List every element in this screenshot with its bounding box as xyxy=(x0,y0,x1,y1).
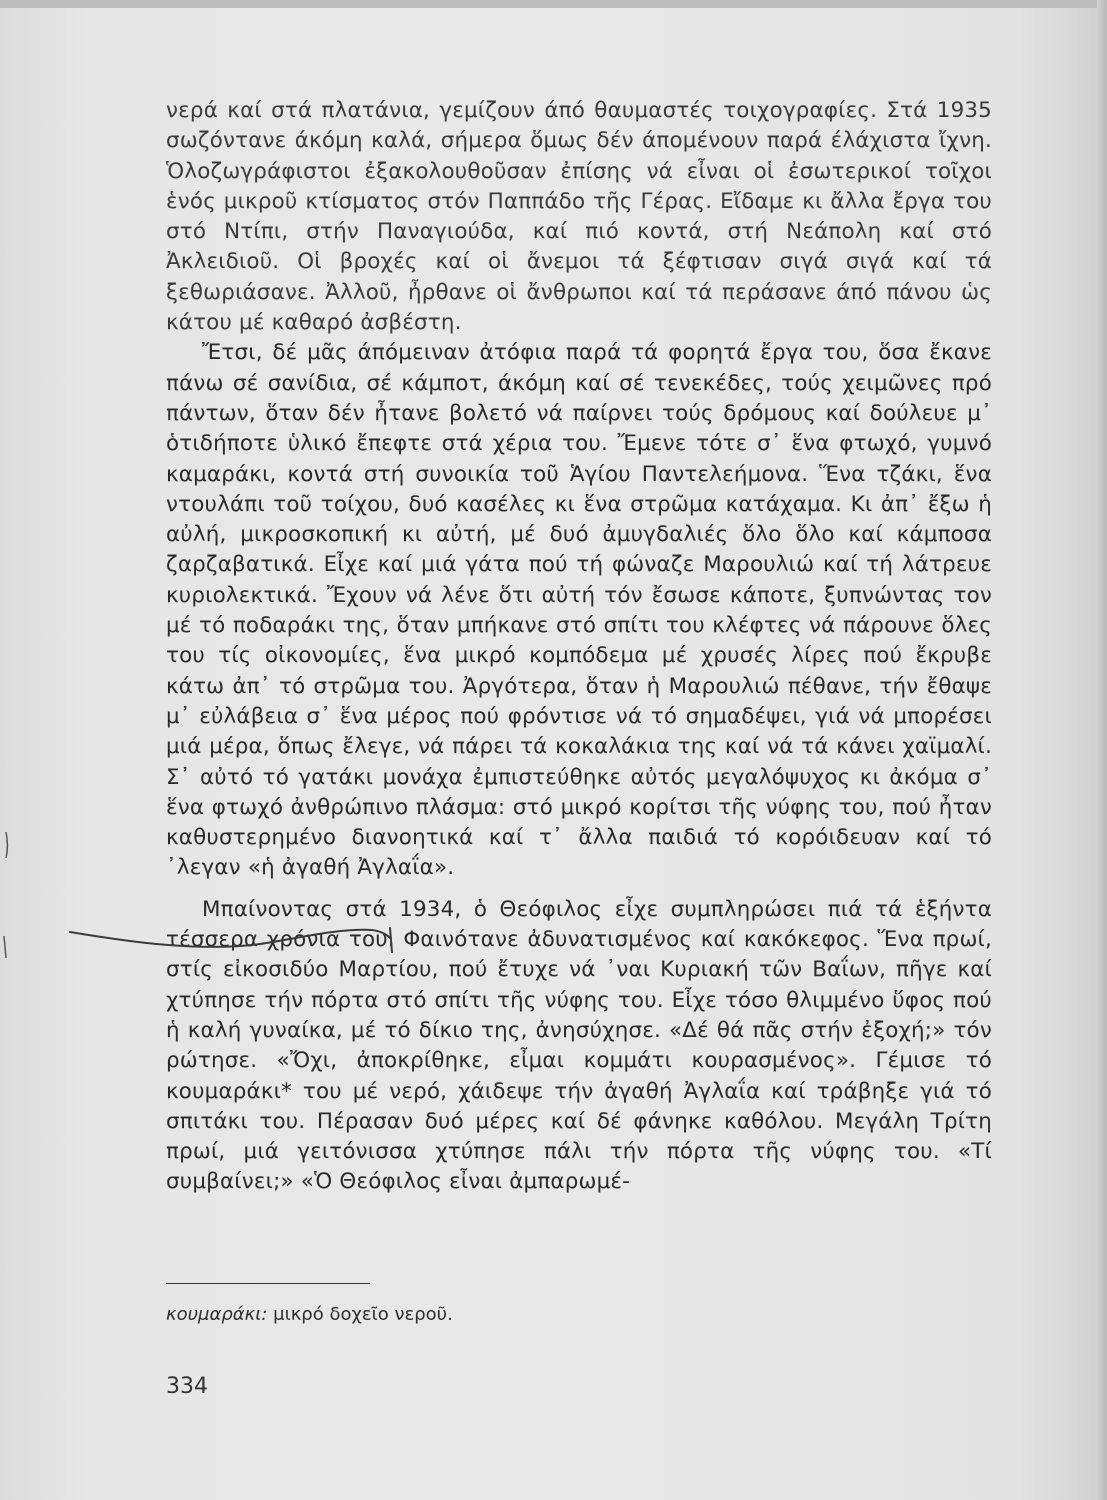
footnote-term: κουμαράκι: xyxy=(166,1304,268,1325)
paragraph-2: Ἔτσι, δέ μᾶς άπόμειναν ἀτόφια παρά τά φορητά ἔργα του, ὅσα ἔκανε πάνω σέ σανίδια, σέ κάμποτ, άκόμη καί σέ τενεκέδες, τούς χειμῶνες πρό πάντων, ὅταν δέν ἦτανε βολετό νά παίρνει τούς δρόμους καί δούλευε μ᾽ ὁτιδήποτε ὑλικό ἔπεφτε στά χέρια του. Ἔμενε τότε σ᾽ ἕνα φτωχό, γυμνό καμαράκι, κοντά στή συνοικία τοῦ Ἁγίου Παντελεήμονα. Ἕνα τζάκι, ἕνα ντουλάπι τοῦ τοίχου, δυό κασέλες κι ἕνα στρῶμα κατάχαμα. Κι ἀπ᾽ ἔξω ἡ αὐλή, μικροσκοπική κι αὐτή, μέ δυό ἀμυγδαλιές ὅλο ὅλο καί κάμποσα ζαρζαβατικά. Εἶχε καί μιά γάτα πού τή φώναζε Μαρουλιώ καί τή λάτρευε κυριολεκτικά. Ἔχουν νά λένε ὅτι αὐτή τόν ἔσωσε κάποτε, ξυπνώντας τον μέ τό ποδαράκι της, ὅταν μπήκανε στό σπίτι του κλέφτες νά πάρουνε ὅλες του τίς οἰκονομίες, ἕνα μικρό κομπόδεμα μέ χρυσές λίρες πού ἔκρυβε κάτω ἀπ᾽ τό στρῶμα του. Ἀργότερα, ὅταν ἡ Μαρουλιώ πέθανε, τήν ἔθαψε μ᾽ εὐλάβεια σ᾽ ἕνα μέρος πού φρόντισε νά τό σημαδέψει, γιά νά μπορέσει μιά μέρα, ὅπως ἔλεγε, νά πάρει τά κοκαλάκια της καί νά τά κάνει χαϊμαλί. Σ᾽ αὐτό τό γατάκι μονάχα ἐμπιστεύθηκε αὐτός μεγαλόψυχος κι ἀκόμα σ᾽ ἕνα φτωχό ἀνθρώπινο πλάσμα: στό μικρό κορίτσι τῆς νύφης του, πού ἦταν καθυστερημένο διανοητικά καί τ᾽ ἄλλα παιδιά τό κορόιδευαν καί τό ᾽λεγαν «ἡ ἀγαθή Ἀγλαΐα». xyxy=(166,340,992,881)
page-top-edge xyxy=(0,0,1107,8)
footnote xyxy=(166,1304,453,1325)
page-number: 334 xyxy=(166,1374,208,1399)
footnote-divider xyxy=(166,1283,370,1284)
paragraph-1: νερά καί στά πλατάνια, γεμίζουν άπό θαυμαστές τοιχογραφίες. Στά 1935 σωζόντανε άκόμη καλά, σήμερα ὅμως δέν άπομένουν παρά έλάχιστα ἴχνη. Ὁλοζωγράφιστοι ἐξακολουθοῦσαν ἐπίσης νά εἶναι οἱ ἐσωτερικοί τοῖχοι ἑνός μικροῦ κτίσματος στόν Παππάδο τῆς Γέρας. Εἴδαμε κι ἄλλα ἔργα του στό Ντίπι, στήν Παναγιούδα, καί πιό κοντά, στή Νεάπολη καί στό Ἀκλειδιοῦ. Οἱ βροχές καί οἱ ἄνεμοι τά ξέφτισαν σιγά σιγά καί τά ξεθωριάσανε. Ἀλλοῦ, ἦρθανε οἱ ἄνθρωποι καί τά περάσανε άπό πάνου ὡς κάτου μέ καθαρό ἀσβέστη. xyxy=(166,98,992,336)
page-right-edge xyxy=(1097,0,1107,1500)
body-text xyxy=(166,96,992,1198)
paragraph-3: Μπαίνοντας στά 1934, ὁ Θεόφιλος εἶχε συμπληρώσει πιά τά ἑξήντα τέσσερα χρόνια του. Φαινότανε ἀδυνατισμένος καί κακόκεφος. Ἕνα πρωί, στίς εἰκοσιδύο Μαρτίου, πού ἔτυχε νά ᾽ναι Κυριακή τῶν Βαΐων, πῆγε καί χτύπησε τήν πόρτα στό σπίτι τῆς νύφης του. Εἶχε τόσο θλιμμένο ὕφος πού ἡ καλή γυναίκα, μέ τό δίκιο της, ἀνησύχησε. «Δέ θά πᾶς στήν ἐξοχή;» τόν ρώτησε. «Ὄχι, ἀποκρίθηκε, εἶμαι κομμάτι κουρασμένος». Γέμισε τό κουμαράκι* του μέ νερό, χάιδεψε τήν ἀγαθή Ἀγλαΐα καί τράβηξε γιά τό σπιτάκι του. Πέρασαν δυό μέρες καί δέ φάνηκε καθόλου. Μεγάλη Τρίτη πρωί, μιά γειτόνισσα χτύπησε πάλι τήν πόρτα τῆς νύφης του. «Τί συμβαίνει;» «Ὁ Θεόφιλος εἶναι ἀμπαρωμέ- xyxy=(166,896,992,1195)
footnote-definition: μικρό δοχεῖο νεροῦ. xyxy=(273,1304,453,1325)
